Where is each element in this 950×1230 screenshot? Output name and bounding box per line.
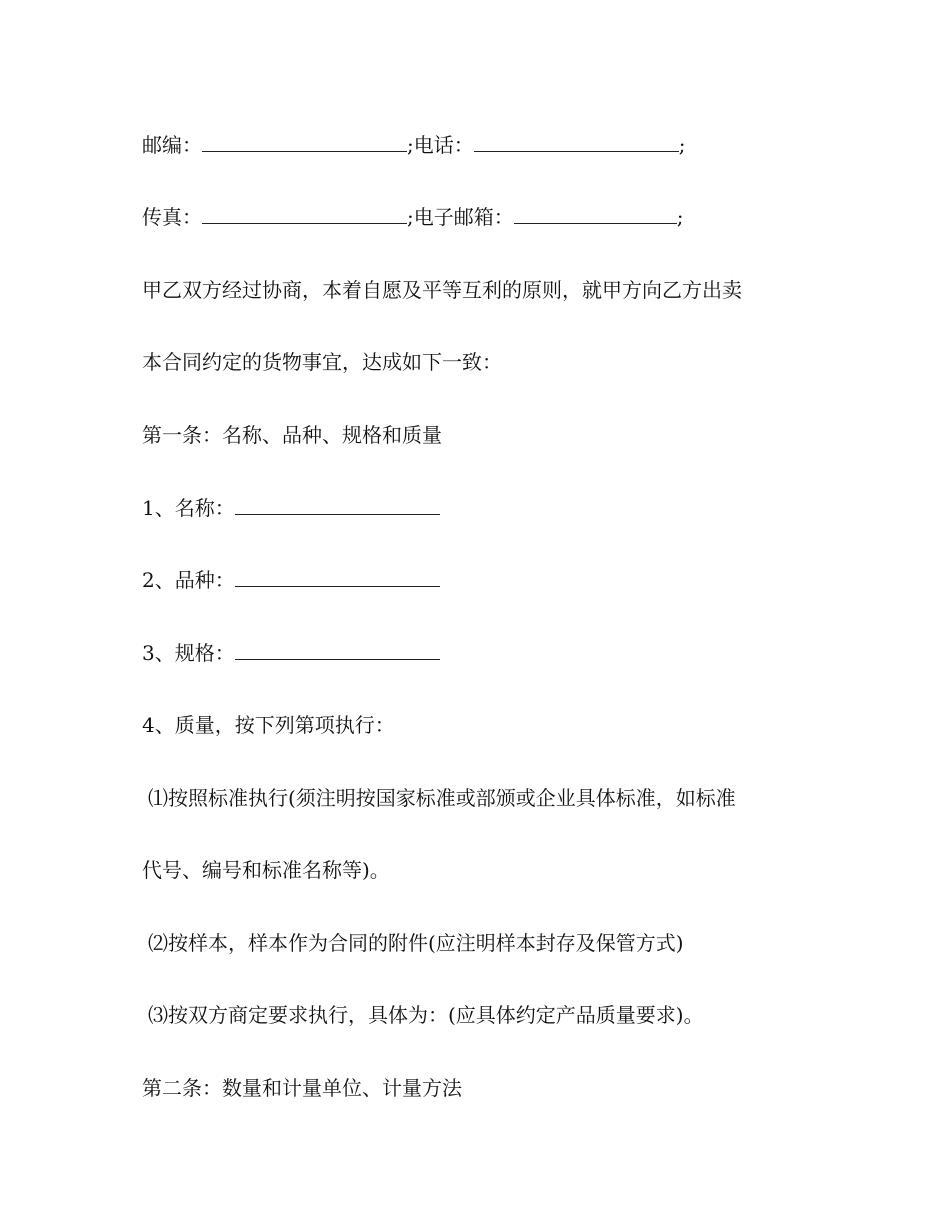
line-end: ;	[676, 205, 684, 229]
quality-option-1-line-2: 代号、编号和标准名称等)。	[142, 858, 390, 882]
item-variety-blank[interactable]	[235, 566, 440, 587]
line-end: ;	[678, 133, 686, 157]
separator: ;	[407, 133, 414, 157]
item-name-blank[interactable]	[235, 494, 440, 515]
separator: ;	[407, 205, 414, 229]
phone-blank[interactable]	[474, 131, 679, 152]
fax-blank[interactable]	[202, 203, 407, 224]
postcode-phone-line	[142, 131, 686, 159]
quality-option-3: ⑶按双方商定要求执行，具体为：(应具体约定产品质量要求)。	[148, 1003, 704, 1027]
postcode-blank[interactable]	[202, 131, 407, 152]
quality-option-2: ⑵按样本，样本作为合同的附件(应注明样本封存及保管方式)	[148, 931, 684, 955]
item-variety-line	[142, 566, 440, 594]
article-1-title: 第一条：名称、品种、规格和质量	[142, 423, 442, 447]
item-name-label: 1、名称：	[142, 496, 235, 520]
item-quality-line: 4、质量，按下列第项执行：	[142, 713, 395, 737]
phone-label: 电话：	[413, 133, 474, 157]
article-2-title: 第二条：数量和计量单位、计量方法	[142, 1076, 462, 1100]
email-blank[interactable]	[514, 203, 677, 224]
intro-paragraph-line-2: 本合同约定的货物事宜，达成如下一致：	[142, 350, 502, 374]
quality-option-1-line-1: ⑴按照标准执行(须注明按国家标准或部颁或企业具体标准，如标准	[148, 786, 736, 810]
item-spec-line	[142, 639, 440, 667]
item-spec-label: 3、规格：	[142, 641, 235, 665]
postcode-label: 邮编：	[142, 133, 202, 157]
email-label: 电子邮箱：	[413, 205, 514, 229]
fax-email-line	[142, 203, 684, 231]
item-name-line	[142, 494, 440, 522]
fax-label: 传真：	[142, 205, 202, 229]
item-spec-blank[interactable]	[235, 639, 440, 660]
item-variety-label: 2、品种：	[142, 568, 235, 592]
intro-paragraph-line-1: 甲乙双方经过协商，本着自愿及平等互利的原则，就甲方向乙方出卖	[142, 278, 742, 302]
